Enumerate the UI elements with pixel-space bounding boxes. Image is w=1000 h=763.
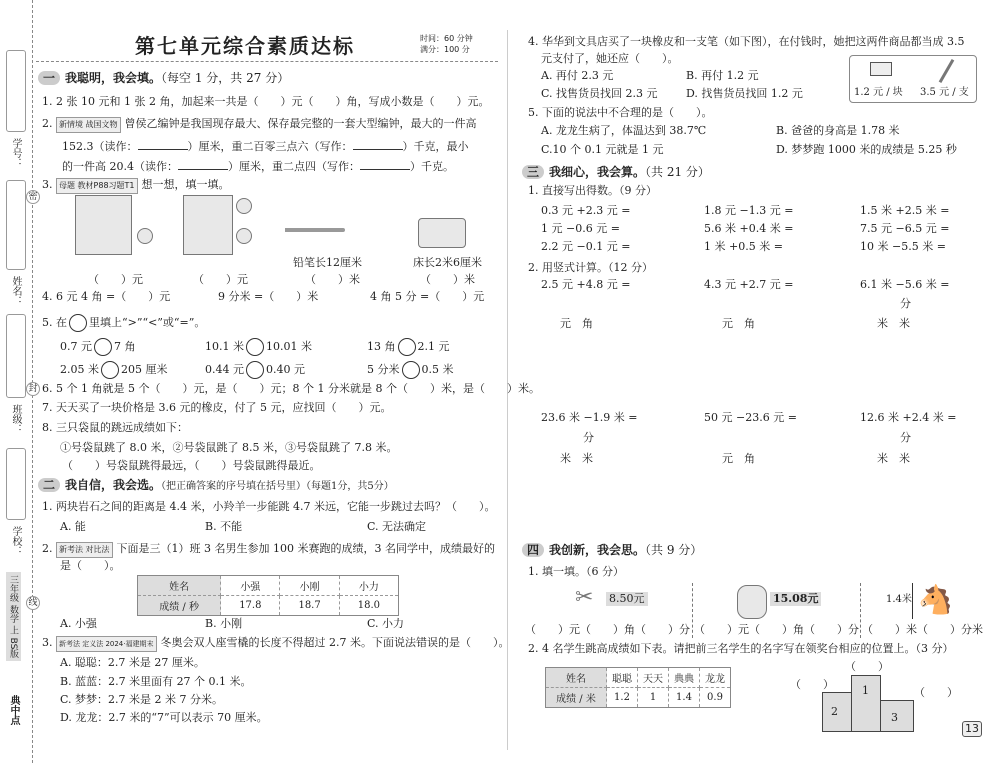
section-score: （共 9 分） bbox=[645, 543, 703, 557]
q-text: 10.1 米 bbox=[205, 340, 244, 353]
question-line bbox=[62, 159, 454, 174]
option: A. 再付 2.3 元 bbox=[541, 69, 614, 82]
school-label: 学校： bbox=[10, 526, 21, 556]
table-header: 聪聪 bbox=[607, 668, 638, 688]
price-tag: 8.50元 bbox=[606, 592, 648, 606]
calc-item: 1.8 元 −1.3 元 = bbox=[704, 204, 794, 217]
high-jump-table bbox=[545, 667, 731, 708]
table-header: 小力 bbox=[339, 576, 398, 596]
class-label: 班级： bbox=[10, 404, 21, 434]
unit-label: 分 bbox=[900, 297, 911, 310]
compare-circle[interactable] bbox=[101, 361, 119, 379]
eraser-icon bbox=[870, 62, 892, 76]
calc-item: 1.5 米 +2.5 米 = bbox=[860, 204, 950, 217]
podium-blank-2[interactable]: （ ） bbox=[790, 678, 834, 691]
divider bbox=[692, 583, 693, 638]
vertical-expr: 12.6 米 +2.4 米 = bbox=[860, 411, 957, 424]
question-line bbox=[62, 139, 469, 154]
page-number: 13 bbox=[962, 721, 982, 737]
question: 9 分米 =（ ）米 bbox=[218, 290, 319, 303]
horse-icon: 🐴 bbox=[918, 583, 953, 616]
q-text: 152.3（读作： bbox=[62, 140, 138, 153]
table-cell: 成绩 / 米 bbox=[546, 688, 607, 708]
question-line: 元支付了，她还应（ ）。 bbox=[541, 52, 679, 65]
unit-label: 元 角 bbox=[722, 452, 755, 465]
podium-blank-1[interactable]: （ ） bbox=[845, 660, 889, 673]
section-title: 我自信，我会选。 bbox=[65, 478, 162, 492]
table-cell: 17.8 bbox=[221, 596, 280, 616]
sub-question: 1. 填一填。（6 分） bbox=[528, 565, 624, 578]
option: C. 梦梦：2.7 米是 2 米 7 分米。 bbox=[60, 693, 223, 706]
coin-icon bbox=[236, 198, 252, 214]
compare-circle[interactable] bbox=[398, 338, 416, 356]
question bbox=[42, 178, 230, 194]
answer-blank[interactable] bbox=[138, 139, 188, 150]
banknotes-image bbox=[183, 195, 233, 255]
answer-blank[interactable] bbox=[360, 159, 410, 170]
table-header: 天天 bbox=[638, 668, 669, 688]
tag-badge: 新考法 对比法 bbox=[56, 542, 113, 558]
question-line: （ ）号袋鼠跳得最远，（ ）号袋鼠跳得最近。 bbox=[62, 459, 321, 472]
option: B. 爸爸的身高是 1.78 米 bbox=[776, 124, 900, 137]
section-number: 三 bbox=[522, 165, 544, 179]
podium-number: 1 bbox=[862, 684, 869, 697]
question: 1. 2 张 10 元和 1 张 2 角，加起来一共是（ ）元（ ）角，写成小数是（ ）元。 bbox=[42, 95, 490, 108]
q-text: 7 角 bbox=[114, 340, 136, 353]
unit-label: 元 角 bbox=[560, 317, 593, 330]
q-text: 0.7 元 bbox=[60, 340, 92, 353]
table-header: 小强 bbox=[221, 576, 280, 596]
table-row bbox=[546, 668, 731, 688]
answer-blank[interactable]: （ ）米（ ）分米 bbox=[862, 623, 983, 636]
compare-item bbox=[367, 338, 450, 356]
tag-badge: 新考法 定义法 2024·福建期末 bbox=[56, 636, 157, 652]
answer-blank[interactable] bbox=[353, 139, 403, 150]
q-number: 3. bbox=[42, 636, 53, 649]
q-number: 2. bbox=[42, 542, 53, 555]
q-number: 3. bbox=[42, 178, 53, 191]
podium-3 bbox=[880, 700, 914, 732]
option: C. 无法确定 bbox=[367, 520, 427, 533]
section-number: 二 bbox=[38, 478, 60, 492]
section-title: 我细心，我会算。 bbox=[549, 165, 646, 179]
calc-item: 0.3 元 +2.3 元 = bbox=[541, 204, 631, 217]
question-line: ①号袋鼠跳了 8.0 米，②号袋鼠跳了 8.5 米，③号袋鼠跳了 7.8 米。 bbox=[60, 441, 398, 454]
sub-question: 2. 用竖式计算。（12 分） bbox=[528, 261, 653, 274]
q-text: ）厘米，重二点四（写作： bbox=[228, 160, 360, 173]
tag-badge: 母题 教材P88习题T1 bbox=[56, 178, 138, 194]
section-2-header bbox=[38, 478, 394, 494]
vertical-expr: 6.1 米 −5.6 米 = bbox=[860, 278, 950, 291]
question: 8. 三只袋鼠的跳远成绩如下： bbox=[42, 421, 188, 434]
section-title: 我创新，我会思。 bbox=[549, 543, 646, 557]
q-text: 0.5 米 bbox=[421, 363, 454, 376]
school-field[interactable] bbox=[6, 448, 26, 520]
option: B. 不能 bbox=[205, 520, 243, 533]
sub-question: 2. 4 名学生跳高成绩如下表。请把前三名学生的名字写在领奖台相应的位置上。（3 分） bbox=[528, 642, 954, 655]
section-score: （共 21 分） bbox=[645, 165, 710, 179]
seal-mark: 线 bbox=[26, 596, 40, 610]
table-cell: 1.2 bbox=[607, 688, 638, 708]
eraser-price: 1.2 元 / 块 bbox=[854, 87, 903, 98]
table-cell: 18.7 bbox=[280, 596, 339, 616]
unit-label: 米 米 bbox=[560, 452, 593, 465]
option: D. 龙龙：2.7 米的“7”可以表示 70 厘米。 bbox=[60, 711, 268, 724]
question bbox=[42, 636, 510, 652]
calc-item: 10 米 −5.5 米 = bbox=[860, 240, 946, 253]
option: D. 梦梦跑 1000 米的成绩是 5.25 秒 bbox=[776, 143, 957, 156]
q-text: 的一件高 20.4（读作： bbox=[62, 160, 178, 173]
answer-blank[interactable]: （ ）米 bbox=[420, 273, 475, 286]
unit-label: 元 角 bbox=[722, 317, 755, 330]
unit-label: 分 bbox=[900, 431, 911, 444]
title-underline bbox=[36, 61, 498, 62]
answer-blank[interactable]: （ ）元 bbox=[88, 273, 143, 286]
table-cell: 0.9 bbox=[700, 688, 731, 708]
bed-label: 床长2米6厘米 bbox=[413, 256, 482, 269]
compare-circle[interactable] bbox=[402, 361, 420, 379]
height-arrow bbox=[912, 583, 913, 619]
unit-label: 米 米 bbox=[877, 317, 910, 330]
podium-number: 3 bbox=[891, 711, 898, 724]
compare-circle bbox=[69, 314, 87, 332]
answer-blank[interactable]: （ ）元（ ）角（ ）分 bbox=[694, 623, 859, 636]
question: 1. 两块岩石之间的距离是 4.4 米，小羚羊一步能跳 4.7 米远，它能一步跳过去吗？（ ）。 bbox=[42, 500, 496, 513]
q-text: 2.05 米 bbox=[60, 363, 99, 376]
q-text: 冬奥会双人座雪橇的长度不得超过 2.7 米。下面说法错误的是（ ）。 bbox=[160, 636, 510, 649]
section-1-header bbox=[38, 71, 289, 85]
table-header: 龙龙 bbox=[700, 668, 731, 688]
divider bbox=[860, 583, 861, 638]
name-label: 姓名： bbox=[10, 276, 21, 306]
q-text: 10.01 米 bbox=[266, 340, 312, 353]
table-cell: 1.4 bbox=[669, 688, 700, 708]
scissors-icon: ✂ bbox=[575, 585, 594, 610]
vertical-expr: 50 元 −23.6 元 = bbox=[704, 411, 797, 424]
option: C. 找售货员找回 2.3 元 bbox=[541, 87, 658, 100]
compare-circle[interactable] bbox=[246, 361, 264, 379]
section-score: （每空 1 分，共 27 分） bbox=[161, 71, 290, 85]
q-text: 13 角 bbox=[367, 340, 396, 353]
toy-backpack-image bbox=[737, 585, 767, 619]
section-score: （把正确答案的序号填在括号里）（每题1分，共5分） bbox=[161, 481, 394, 492]
table-cell: 1 bbox=[638, 688, 669, 708]
podium-number: 2 bbox=[831, 705, 838, 718]
coin-icon bbox=[137, 228, 153, 244]
bed-icon bbox=[418, 218, 466, 248]
option: A. 小强 bbox=[60, 617, 97, 630]
compare-circle[interactable] bbox=[246, 338, 264, 356]
price-tag: 15.08元 bbox=[770, 592, 821, 606]
unit-label: 分 bbox=[583, 431, 594, 444]
q-text: 2.1 元 bbox=[417, 340, 450, 353]
section-number: 一 bbox=[38, 71, 60, 85]
table-cell: 成绩 / 秒 bbox=[138, 596, 221, 616]
q-text: 下面是三（1）班 3 名男生参加 100 米赛跑的成绩，3 名同学中，成绩最好的 bbox=[116, 542, 496, 555]
name-field[interactable] bbox=[6, 180, 26, 270]
student-number-label: 学号： bbox=[10, 138, 21, 168]
question: 4 角 5 分 =（ ）元 bbox=[370, 290, 485, 303]
book-label: 三年级 数学 上 BS版 bbox=[6, 572, 21, 661]
question: 5. 下面的说法中不合理的是（ ）。 bbox=[528, 106, 713, 119]
section-3-header bbox=[522, 165, 710, 179]
q-text: 5 分米 bbox=[367, 363, 400, 376]
vertical-expr: 4.3 元 +2.7 元 = bbox=[704, 278, 794, 291]
banknotes-image bbox=[75, 195, 132, 255]
class-field[interactable] bbox=[6, 314, 26, 398]
q-text: ）千克，最小 bbox=[402, 140, 469, 153]
table-header: 姓名 bbox=[138, 576, 221, 596]
q-text: ）千克。 bbox=[410, 160, 454, 173]
table-row bbox=[138, 596, 399, 616]
vertical-expr: 23.6 米 −1.9 米 = bbox=[541, 411, 638, 424]
pen-price: 3.5 元 / 支 bbox=[920, 87, 969, 98]
answer-blank[interactable]: （ ）元 bbox=[193, 273, 248, 286]
pencil-icon bbox=[285, 228, 345, 232]
full-score: 满分：100 分 bbox=[420, 45, 470, 54]
page-title: 第七单元综合素质达标 bbox=[135, 34, 355, 58]
table-header: 小刚 bbox=[280, 576, 339, 596]
answer-blank[interactable]: （ ）米 bbox=[305, 273, 360, 286]
pen-icon bbox=[939, 59, 955, 83]
compare-circle[interactable] bbox=[94, 338, 112, 356]
section-title: 我聪明，我会填。 bbox=[65, 71, 162, 85]
brand-logo: 典中点 bbox=[8, 695, 19, 725]
section-number: 四 bbox=[522, 543, 544, 557]
height-label: 1.4米 bbox=[886, 594, 912, 605]
calc-item: 2.2 元 −0.1 元 = bbox=[541, 240, 631, 253]
question bbox=[42, 117, 477, 133]
student-number-field[interactable] bbox=[6, 50, 26, 132]
option: B. 再付 1.2 元 bbox=[686, 69, 759, 82]
question: 6. 5 个 1 角就是 5 个（ ）元，是（ ）元；8 个 1 分米就是 8 个（ ）米，是（ ）米。 bbox=[42, 382, 540, 395]
q-text: 0.40 元 bbox=[266, 363, 305, 376]
sub-question: 1. 直接写出得数。（9 分） bbox=[528, 184, 657, 197]
podium-blank-3[interactable]: （ ） bbox=[914, 686, 958, 699]
coin-icon bbox=[236, 228, 252, 244]
tag-badge: 新情境 战国文物 bbox=[56, 117, 121, 133]
answer-blank[interactable] bbox=[178, 159, 228, 170]
compare-item bbox=[205, 338, 312, 356]
option: B. 蓝蓝：2.7 米里面有 27 个 0.1 米。 bbox=[60, 675, 252, 688]
seal-mark: 密 bbox=[26, 190, 40, 204]
option: A. 龙龙生病了，体温达到 38.7℃ bbox=[541, 124, 707, 137]
option: C.10 个 0.1 元就是 1 元 bbox=[541, 143, 664, 156]
q-text: ）厘米，重二百零三点六（写作： bbox=[187, 140, 353, 153]
question: 7. 天天买了一块价格是 3.6 元的橡皮，付了 5 元，应找回（ ）元。 bbox=[42, 401, 392, 414]
question-line: 是（ ）。 bbox=[60, 559, 121, 572]
table-header: 姓名 bbox=[546, 668, 607, 688]
option: A. 能 bbox=[60, 520, 86, 533]
q-text: 想一想，填一填。 bbox=[141, 178, 230, 191]
calc-item: 1 米 +0.5 米 = bbox=[704, 240, 783, 253]
option: C. 小力 bbox=[367, 617, 405, 630]
option: D. 找售货员找回 1.2 元 bbox=[686, 87, 803, 100]
question: 4. 6 元 4 角 =（ ）元 bbox=[42, 290, 171, 303]
time-limit: 时间：60 分钟 bbox=[420, 34, 473, 43]
option: B. 小刚 bbox=[205, 617, 243, 630]
calc-item: 7.5 元 −6.5 元 = bbox=[860, 222, 950, 235]
section-4-header bbox=[522, 543, 702, 557]
table-header: 典典 bbox=[669, 668, 700, 688]
race-results-table bbox=[137, 575, 399, 616]
q-text: 5. 在 bbox=[42, 316, 67, 329]
compare-item bbox=[367, 361, 454, 379]
seal-mark: 封 bbox=[26, 382, 40, 396]
q-text: 0.44 元 bbox=[205, 363, 244, 376]
compare-item bbox=[60, 338, 136, 356]
question bbox=[42, 314, 205, 332]
q-text: 里填上“>”“<”或“=”。 bbox=[89, 316, 206, 329]
podium-2 bbox=[822, 692, 852, 732]
calc-item: 1 元 −0.6 元 = bbox=[541, 222, 620, 235]
q-number: 2. bbox=[42, 117, 53, 130]
compare-item bbox=[60, 361, 168, 379]
table-row bbox=[546, 688, 731, 708]
q-text: 曾侯乙编钟是我国现存最大、保存最完整的一套大型编钟，最大的一件高 bbox=[124, 117, 477, 130]
question bbox=[42, 542, 495, 558]
vertical-expr: 2.5 元 +4.8 元 = bbox=[541, 278, 631, 291]
q-text: 205 厘米 bbox=[121, 363, 168, 376]
question: 4. 华华到文具店买了一块橡皮和一支笔（如下图），在付钱时，她把这两件商品都当成 3.5 bbox=[528, 35, 965, 48]
compare-item bbox=[205, 361, 305, 379]
option: A. 聪聪：2.7 米是 27 厘米。 bbox=[60, 656, 205, 669]
answer-blank[interactable]: （ ）元（ ）角（ ）分 bbox=[525, 623, 690, 636]
podium-1 bbox=[851, 675, 881, 732]
price-box bbox=[849, 55, 977, 103]
table-row bbox=[138, 576, 399, 596]
unit-label: 米 米 bbox=[877, 452, 910, 465]
pencil-label: 铅笔长12厘米 bbox=[293, 256, 362, 269]
calc-item: 5.6 米 +0.4 米 = bbox=[704, 222, 794, 235]
table-cell: 18.0 bbox=[339, 596, 398, 616]
